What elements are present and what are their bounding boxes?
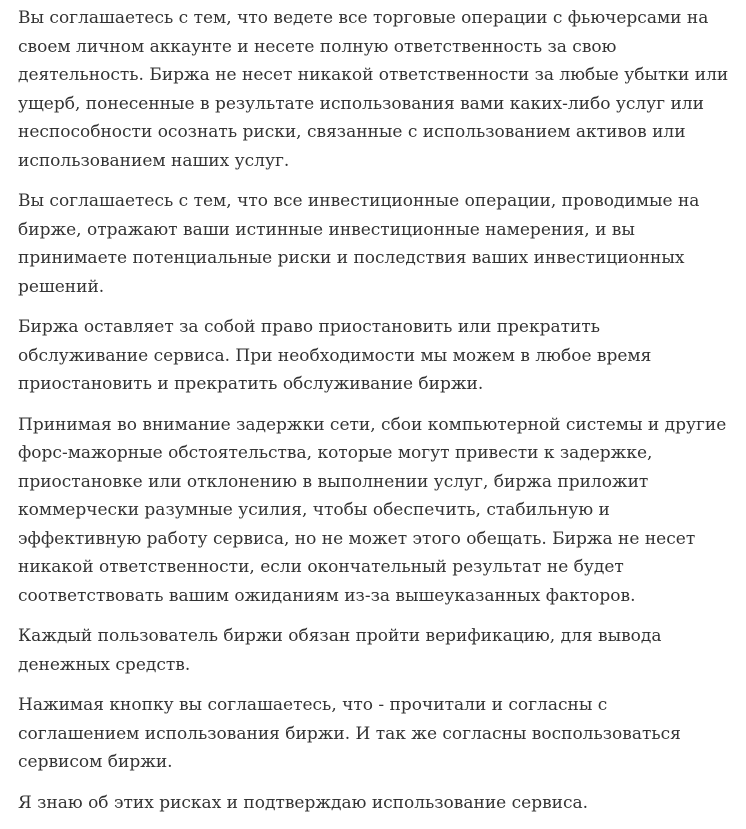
terms-document <box>18 4 733 829</box>
terms-paragraph-investment-intent: Вы соглашаетесь с тем, что все инвестиционные операции, проводимые на бирже, отражают ваши истинные инвестиционные намерения, и вы принимаете потенциальные риски и последствия ваших инвестиционных решений. <box>18 191 700 297</box>
terms-paragraph-service-suspension: Биржа оставляет за собой право приостановить или прекратить обслуживание сервиса. При необходимости мы можем в любое время приостановить и прекратить обслуживание биржи. <box>18 317 652 394</box>
terms-paragraph-verification: Каждый пользователь биржи обязан пройти верификацию, для вывода денежных средств. <box>18 626 662 675</box>
terms-paragraph-force-majeure: Принимая во внимание задержки сети, сбои компьютерной системы и другие форс-мажорные обстоятельства, которые могут привести к задержке, приостановке или отклонению в выполнении услуг, биржа приложит коммерчески разумные усилия, чтобы обеспечить, стабильную и эффективную работу сервиса, но не может этого обещать. Биржа не несет никакой ответственности, если окончательный результат не будет соответствовать вашим ожиданиям из-за вышеуказанных факторов. <box>18 414 727 606</box>
terms-paragraph-risk-acknowledgement: Я знаю об этих рисках и подтверждаю использование сервиса. <box>18 792 589 813</box>
terms-paragraph-responsibility: Вы соглашаетесь с тем, что ведете все торговые операции с фьючерсами на своем личном аккаунте и несете полную ответственность за свою деятельность. Биржа не несет никакой ответственности за любые убытки или ущерб, понесенные в результате использования вами каких-либо услуг или неспособности осознать риски, связанные с использованием активов или использованием наших услуг. <box>18 8 729 171</box>
terms-paragraph-agreement: Нажимая кнопку вы соглашаетесь, что - прочитали и согласны с соглашением использования биржи. И так же согласны воспользоваться сервисом биржи. <box>18 695 681 772</box>
